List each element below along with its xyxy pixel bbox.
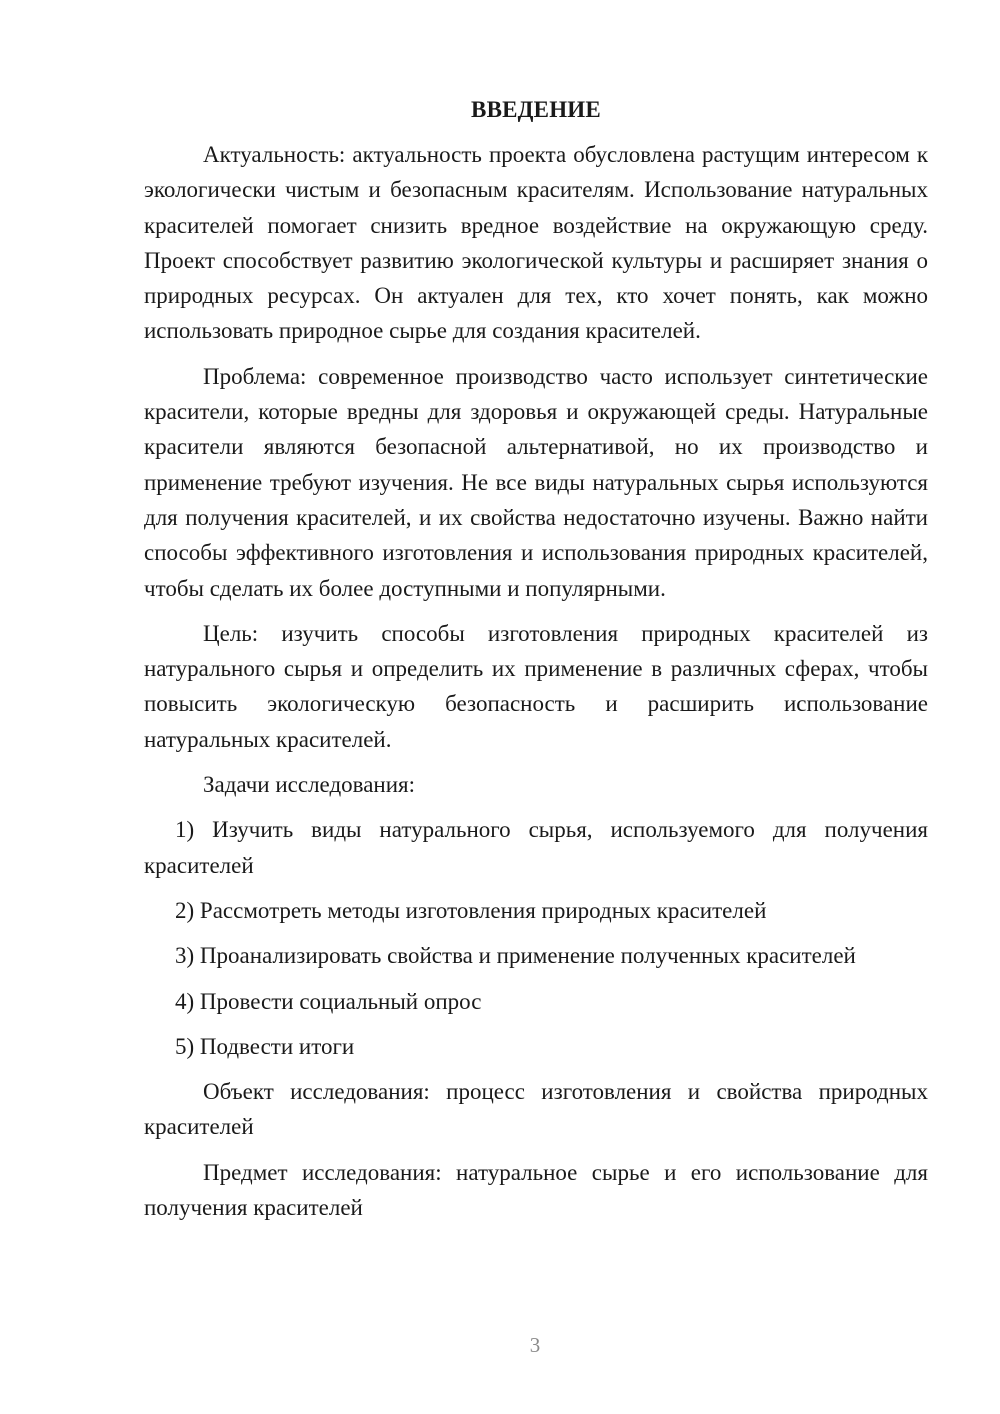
- page-content: [144, 92, 928, 1235]
- relevance-paragraph: Актуальность: актуальность проекта обусловлена растущим интересом к экологически чистым и безопасным красителям. Использование натуральных красителей помогает снизить вредное воздействие на окружающую среду. Проект способствует развитию экологической культуры и расширяет знания о природных ресурсах. Он актуален для тех, кто хочет понять, как можно использовать природное сырье для создания красителей.: [144, 142, 928, 344]
- tasks-intro: Задачи исследования:: [203, 772, 416, 798]
- object-paragraph: Объект исследования: процесс изготовления и свойства природных красителей: [144, 1079, 928, 1140]
- task-item-2: 2) Рассмотреть методы изготовления природных красителей: [175, 897, 767, 923]
- tasks-list: [144, 812, 928, 1064]
- subject-paragraph: Предмет исследования: натуральное сырье и его использование для получения красителей: [144, 1159, 928, 1221]
- page-number: 3: [529, 1333, 541, 1357]
- task-item-4: 4) Провести социальный опрос: [175, 988, 482, 1014]
- task-item-5: 5) Подвести итоги: [175, 1033, 355, 1059]
- task-item-3: 3) Проанализировать свойства и применение полученных красителей: [175, 943, 856, 969]
- section-heading: ВВЕДЕНИЕ: [471, 97, 601, 122]
- goal-paragraph: Цель: изучить способы изготовления природных красителей из натурального сырья и определить их применение в различных сферах, чтобы повысить экологическую безопасность и расширить использование натуральных красителей.: [144, 620, 928, 752]
- problem-paragraph: Проблема: современное производство часто использует синтетические красители, которые вредны для здоровья и окружающей среды. Натуральные красители являются безопасной альтернативой, но их производство и применение требуют изучения. Не все виды натуральных сырья используются для получения красителей, и их свойства недостаточно изучены. Важно найти способы эффективного изготовления и использования природных красителей, чтобы сделать их более доступными и популярными.: [144, 363, 928, 601]
- task-item-1: 1) Изучить виды натурального сырья, используемого для получения красителей: [144, 817, 928, 878]
